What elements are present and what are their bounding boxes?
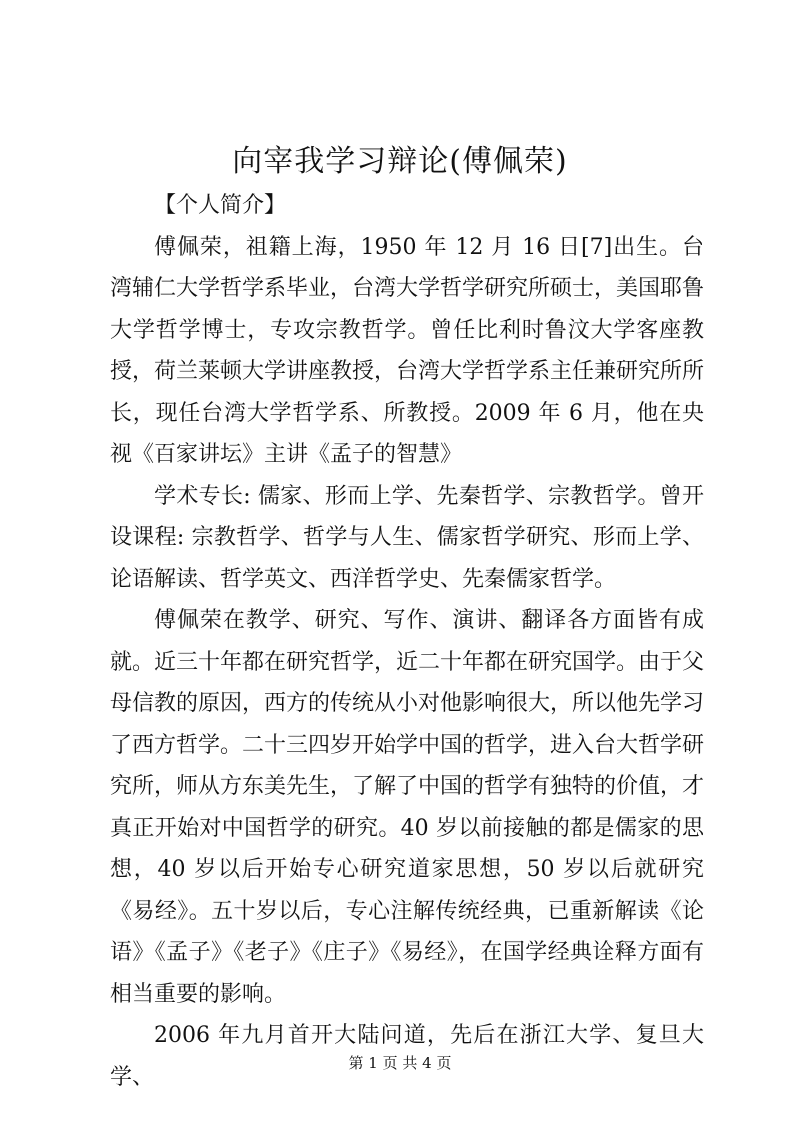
document-title: 向宰我学习辩论(傅佩荣) <box>232 144 568 179</box>
paragraph-biography: 傅佩荣，祖籍上海，1950 年 12 月 16 日[7]出生。台湾辅仁大学哲学系毕业，台湾大学哲学研究所硕士，美国耶鲁大学哲学博士，专攻宗教哲学。曾任比利时鲁汶大学客座教授，荷兰莱顿大学讲座教授，台湾大学哲学系主任兼研究所所长，现任台湾大学哲学系、所教授。2009 年 6 月，他在央视《百家讲坛》主讲《孟子的智慧》 <box>110 234 705 467</box>
paragraph-achievements: 傅佩荣在教学、研究、写作、演讲、翻译各方面皆有成就。近三十年都在研究哲学，近二十年都在研究国学。由于父母信教的原因，西方的传统从小对他影响很大，所以他先学习了西方哲学。二十三四岁开始学中国的哲学，进入台大哲学研究所，师从方东美先生，了解了中国的哲学有独特的价值，才真正开始对中国哲学的研究。40 岁以前接触的都是儒家的思想，40 岁以后开始专心研究道家思想，50 岁以后就研究《易经》。五十岁以后，专心注解传统经典，已重新解读《论语》《孟子》《老子》《庄子》《易经》，在国学经典诠释方面有相当重要的影响。 <box>110 608 705 1007</box>
page-footer: 第 1 页 共 4 页 <box>348 1054 452 1072</box>
paragraph-expertise: 学术专长: 儒家、形而上学、先秦哲学、宗教哲学。曾开设课程: 宗教哲学、哲学与人生、儒家哲学研究、形而上学、论语解读、哲学英文、西洋哲学史、先秦儒家哲学。 <box>110 483 704 592</box>
document-body <box>110 185 704 1098</box>
section-heading: 【个人简介】 <box>154 193 287 218</box>
paragraph-mainland-visit: 2006 年九月首开大陆问道，先后在浙江大学、复旦大学、 <box>110 1023 704 1090</box>
